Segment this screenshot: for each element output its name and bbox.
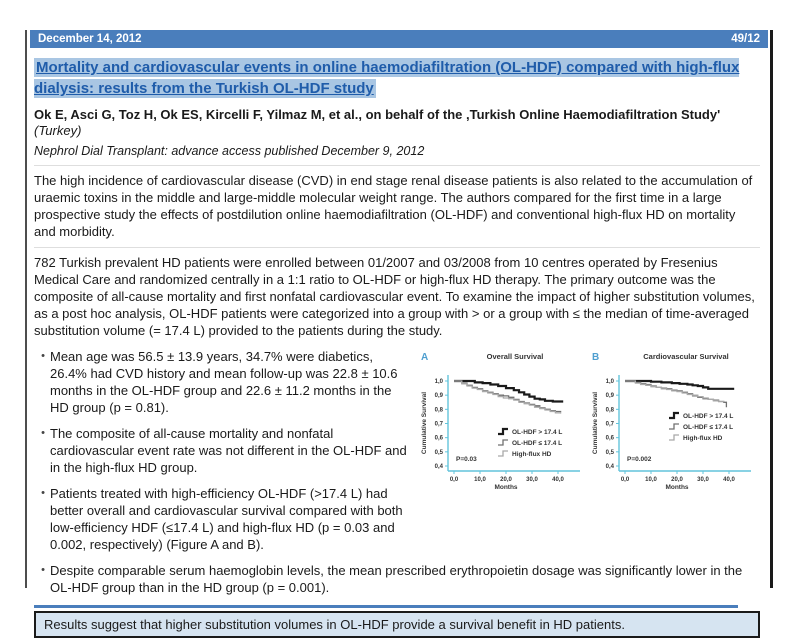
bullet-marker: • bbox=[41, 487, 45, 499]
conclusion-box: Results suggest that higher substitution volumes in OL-HDF provide a survival benefit in HD patients. bbox=[34, 611, 760, 638]
survival-chart-panels bbox=[418, 348, 760, 490]
survival-chart-B bbox=[589, 348, 760, 490]
svg-text:OL-HDF > 17.4 L: OL-HDF > 17.4 L bbox=[512, 429, 563, 436]
svg-text:0,4: 0,4 bbox=[605, 464, 614, 470]
paragraph-background: The high incidence of cardiovascular disease (CVD) in end stage renal disease patients is also related to the accumulation of uraemic toxins in the middle and large-middle molecular weight range. The authors compared for the first time in a large prospective study the effects of postdilution online haemodiafiltration (OL-HDF) and conventional high-flux HD on mortality and morbidity. bbox=[34, 165, 760, 240]
svg-text:0,0: 0,0 bbox=[620, 477, 630, 483]
svg-text:Overall Survival: Overall Survival bbox=[486, 352, 544, 361]
svg-text:30,0: 30,0 bbox=[697, 477, 709, 483]
svg-text:1,0: 1,0 bbox=[434, 379, 443, 385]
svg-text:Cardiovascular Survival: Cardiovascular Survival bbox=[643, 352, 729, 361]
footer-divider-rule bbox=[34, 605, 738, 608]
survival-chart-A bbox=[418, 348, 589, 490]
bullet-demographics bbox=[36, 348, 412, 416]
bullet-marker: • bbox=[41, 564, 45, 576]
svg-text:0,8: 0,8 bbox=[605, 407, 614, 414]
svg-text:A: A bbox=[421, 352, 429, 363]
svg-text:0,5: 0,5 bbox=[434, 449, 443, 456]
svg-text:0,5: 0,5 bbox=[605, 449, 614, 456]
svg-text:Cumulative Survival: Cumulative Survival bbox=[592, 391, 599, 455]
svg-text:0,4: 0,4 bbox=[434, 464, 443, 470]
svg-text:High-flux HD: High-flux HD bbox=[683, 435, 723, 442]
slide-content bbox=[27, 57, 770, 638]
results-bullets bbox=[34, 343, 760, 596]
svg-text:40,0: 40,0 bbox=[723, 477, 735, 483]
bullet-erythropoietin bbox=[36, 562, 760, 596]
slide-header-bar bbox=[30, 30, 768, 48]
svg-text:0,9: 0,9 bbox=[605, 393, 614, 400]
paragraph-methods: 782 Turkish prevalent HD patients were enrolled between 01/2007 and 03/2008 from 10 centres operated by Fresenius Medical Care and randomized centrally in a 1:1 ratio to OL-HDF or high-flux HD therapy. The primary outcome was the composite of all-cause mortality and first nonfatal cardiovascular event. To examine the impact of higher substitution volumes, as a post hoc analysis, OL-HDF patients were categorized into a group with > or a group with ≤ the median of time-averaged substitution volume (= 17.4 L) provided to the patients during the study. bbox=[34, 247, 760, 339]
bullet-composite-outcome bbox=[36, 425, 412, 476]
svg-text:40,0: 40,0 bbox=[552, 477, 564, 483]
svg-text:0,6: 0,6 bbox=[605, 435, 614, 442]
bullet-text: Mean age was 56.5 ± 13.9 years, 34.7% were diabetics, 26.4% had CVD history and mean follow-up was 22.8 ± 10.6 months in the OL-HDF group and 22.6 ± 11.2 months in the HD group (p = 0.81). bbox=[50, 349, 398, 415]
svg-text:0,8: 0,8 bbox=[434, 407, 443, 414]
header-slide-number: 49/12 bbox=[731, 33, 760, 45]
svg-text:B: B bbox=[592, 352, 600, 363]
bullet-text: Despite comparable serum haemoglobin levels, the mean prescribed erythropoietin dosage was significantly lower in the OL-HDF group than in the HD group (p = 0.001). bbox=[50, 563, 743, 595]
svg-text:P=0.002: P=0.002 bbox=[627, 456, 652, 463]
survival-figure bbox=[418, 348, 760, 490]
svg-text:30,0: 30,0 bbox=[526, 477, 538, 483]
slide-title-text: Mortality and cardiovascular events in online haemodiafiltration (OL-HDF) compared with high-flux dialysis: results from the Turkish OL-HDF study bbox=[34, 59, 740, 97]
svg-text:20,0: 20,0 bbox=[500, 477, 512, 483]
bullet-text: The composite of all-cause mortality and nonfatal cardiovascular event rate was not different in the OL-HDF and in the high-flux HD group. bbox=[50, 426, 407, 475]
svg-text:P=0.03: P=0.03 bbox=[456, 456, 477, 463]
svg-text:0,0: 0,0 bbox=[449, 477, 459, 483]
svg-text:10,0: 10,0 bbox=[645, 477, 657, 483]
svg-text:High-flux HD: High-flux HD bbox=[512, 451, 552, 458]
journal-citation: Nephrol Dial Transplant: advance access published December 9, 2012 bbox=[34, 144, 425, 158]
svg-text:0,9: 0,9 bbox=[434, 393, 443, 400]
svg-text:Cumulative Survival: Cumulative Survival bbox=[421, 391, 428, 455]
bullet-marker: • bbox=[41, 350, 45, 362]
authors-country: (Turkey) bbox=[34, 123, 82, 138]
svg-text:1,0: 1,0 bbox=[605, 379, 614, 385]
bullet-high-efficiency bbox=[36, 485, 412, 553]
svg-text:0,7: 0,7 bbox=[434, 421, 443, 428]
svg-text:OL-HDF ≤ 17.4 L: OL-HDF ≤ 17.4 L bbox=[512, 440, 563, 447]
svg-text:Months: Months bbox=[494, 484, 518, 491]
header-date: December 14, 2012 bbox=[38, 33, 142, 45]
svg-text:OL-HDF > 17.4 L: OL-HDF > 17.4 L bbox=[683, 413, 734, 420]
svg-text:OL-HDF ≤ 17.4 L: OL-HDF ≤ 17.4 L bbox=[683, 424, 734, 431]
slide bbox=[25, 30, 773, 632]
authors-line bbox=[34, 107, 760, 139]
slide-title bbox=[34, 57, 760, 99]
svg-text:20,0: 20,0 bbox=[671, 477, 683, 483]
svg-text:Months: Months bbox=[665, 484, 689, 491]
authors-text: Ok E, Asci G, Toz H, Ok ES, Kircelli F, Yilmaz M, et al., on behalf of the ,Turkish Online Haemodiafiltration Study' bbox=[34, 107, 721, 122]
svg-text:0,7: 0,7 bbox=[605, 421, 614, 428]
svg-text:0,6: 0,6 bbox=[434, 435, 443, 442]
bullet-text: Patients treated with high-efficiency OL-HDF (>17.4 L) had better overall and cardiovascular survival compared with both low-efficiency HDF (≤17.4 L) and high-flux HD (p = 0.03 and 0.002, respectively) (Figure A and B). bbox=[50, 486, 403, 552]
bullet-marker: • bbox=[41, 427, 45, 439]
svg-text:10,0: 10,0 bbox=[474, 477, 486, 483]
